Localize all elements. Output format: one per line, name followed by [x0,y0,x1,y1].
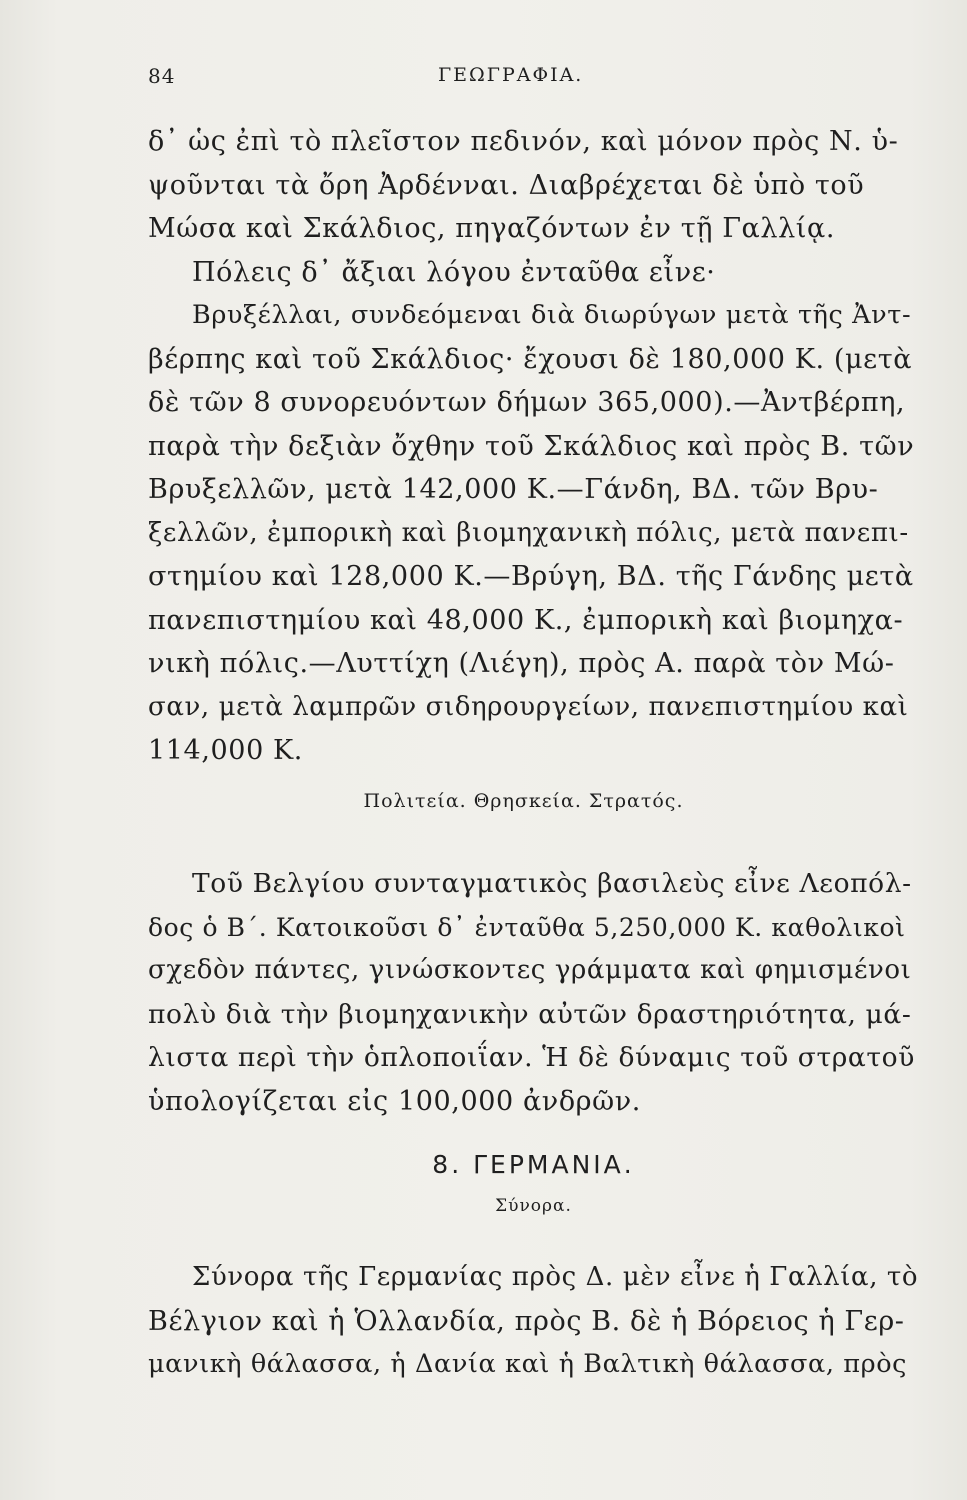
paragraph-belgium-cities [148,120,918,773]
text-line: δ᾽ ὡς ἐπὶ τὸ πλεῖστον πεδινόν, καὶ μόνον πρὸς Ν. ὑ- [148,126,899,157]
running-title: ΓΕΩΓΡΑΦΙΑ. [438,64,584,86]
text-line: ξελλῶν, ἐμπορικὴ καὶ βιομηχανικὴ πόλις, μετὰ πανεπι- [148,517,909,548]
page-header [148,64,778,96]
text-line: λιστα περὶ τὴν ὁπλοποιΐαν. Ἡ δὲ δύναμις τοῦ στρατοῦ [148,1042,915,1073]
text-line: δὲ τῶν 8 συνορευόντων δήμων 365,000).—Ἀντβέρπη, [148,387,906,418]
text-line: πολὺ διὰ τὴν βιομηχανικὴν αὐτῶν δραστηριότητα, μά- [148,998,912,1030]
text-line: Βρυξελλῶν, μετὰ 142,000 Κ.—Γάνδη, ΒΔ. τῶν Βρυ- [148,474,879,505]
subheading-synora: Σύνορα. [495,1196,572,1216]
text-line: Πόλεις δ᾽ ἄξιαι λόγου ἐνταῦθα εἶνε· [192,256,716,288]
page-number: 84 [148,64,176,88]
paragraph-germany-borders [148,1256,918,1387]
chapter-title: 8. ΓΕΡΜΑΝΙΑ. [432,1150,635,1179]
text-line: Βέλγιον καὶ ἡ Ὁλλανδία, πρὸς Β. δὲ ἡ Βόρειος ἡ Γερ- [148,1305,905,1337]
text-line: Τοῦ Βελγίου συνταγματικὸς βασιλεὺς εἶνε Λεοπόλ- [192,868,912,899]
text-line: στημίου καὶ 128,000 Κ.—Βρύγη, ΒΔ. τῆς Γάνδης μετὰ [148,561,914,592]
text-line: βέρπης καὶ τοῦ Σκάλδιος· ἔχουσι δὲ 180,000 Κ. (μετὰ [148,343,913,375]
subheading-politeia: Πολιτεία. Θρησκεία. Στρατός. [363,790,684,812]
text-line: νικὴ πόλις.—Λυττίχη (Λιέγη), πρὸς Α. παρὰ τὸν Μώ- [148,648,895,679]
text-line: σχεδὸν πάντες, γινώσκοντες γράμματα καὶ φημισμένοι [148,955,912,985]
text-line: δος ὁ Β΄. Κατοικοῦσι δ᾽ ἐνταῦθα 5,250,000 Κ. καθολικοὶ [148,912,906,942]
text-line: Μώσα καὶ Σκάλδιος, πηγαζόντων ἐν τῇ Γαλλίᾳ. [148,213,835,244]
text-line: 114,000 Κ. [148,735,303,766]
text-line: σαν, μετὰ λαμπρῶν σιδηρουργείων, πανεπιστημίου καὶ [148,691,909,722]
text-line: μανικὴ θάλασσα, ἡ Δανία καὶ ἡ Βαλτικὴ θάλασσα, πρὸς [148,1349,908,1379]
text-line: Βρυξέλλαι, συνδεόμεναι διὰ διωρύγων μετὰ τῆς Ἀντ- [192,300,912,330]
text-line: Σύνορα τῆς Γερμανίας πρὸς Δ. μὲν εἶνε ἡ Γαλλία, τὸ [192,1262,919,1292]
text-line: παρὰ τὴν δεξιὰν ὄχθην τοῦ Σκάλδιος καὶ πρὸς Β. τῶν [148,430,915,462]
paragraph-government [148,862,918,1123]
text-line: ψοῦνται τὰ ὄρη Ἀρδένναι. Διαβρέχεται δὲ ὑπὸ τοῦ [148,169,865,201]
text-line: πανεπιστημίου καὶ 48,000 Κ., ἐμπορικὴ καὶ βιομηχα- [148,604,904,636]
text-line: ὑπολογίζεται εἰς 100,000 ἀνδρῶν. [148,1085,641,1117]
